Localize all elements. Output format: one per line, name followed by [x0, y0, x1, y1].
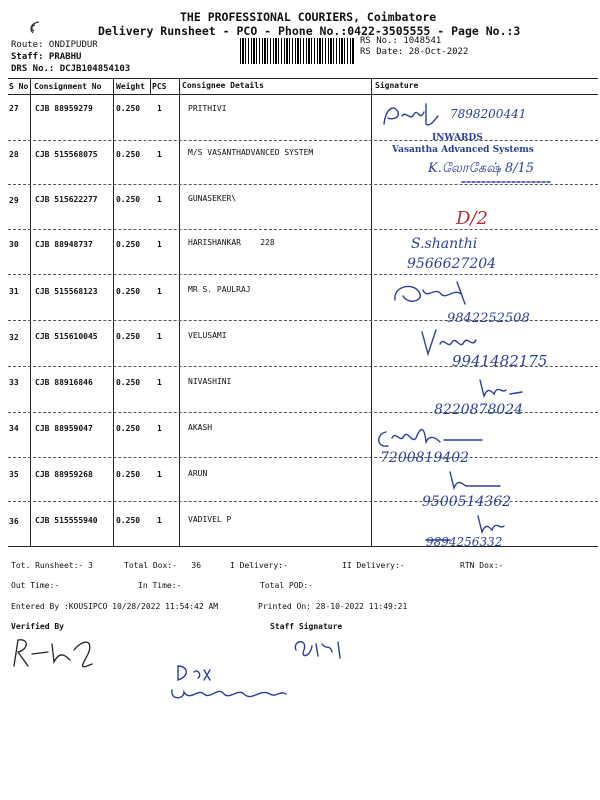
row-consignment: CJB 88959268	[35, 470, 93, 479]
row-weight: 0.250	[116, 516, 141, 525]
signature-name: S.shanthi	[411, 236, 478, 252]
row-consignment: CJB 515622277	[35, 195, 98, 204]
row-pcs: 1	[157, 150, 162, 159]
row-consignment: CJB 88959047	[35, 424, 93, 433]
row-consignment: CJB 515555940	[35, 516, 98, 525]
row-consignee: VADIVEL P	[188, 515, 232, 524]
row-weight: 0.250	[116, 150, 141, 159]
verified-by-label: Verified By	[11, 622, 64, 631]
barcode-image	[240, 38, 355, 64]
row-pcs: 1	[157, 287, 162, 296]
row-sno: 35	[9, 470, 19, 479]
signature-number: 9842252508	[447, 311, 530, 326]
column-header-pcs: PCS	[152, 82, 167, 91]
row-sno: 28	[9, 150, 19, 159]
row-pcs: 1	[157, 332, 162, 341]
signature-handwriting: D/2	[456, 208, 488, 229]
staff-label: Staff: PRABHU	[11, 52, 82, 62]
scan-mark-icon	[25, 20, 45, 36]
row-sno: 32	[9, 333, 19, 342]
row-sno: 30	[9, 240, 19, 249]
row-weight: 0.250	[116, 287, 141, 296]
printed-on: Printed On: 28-10-2022 11:49:21	[258, 602, 408, 611]
signature-number: 7200819402	[380, 450, 470, 466]
row-sno: 27	[9, 104, 19, 113]
row-weight: 0.250	[116, 424, 141, 433]
rs-date: RS Date: 28-Oct-2022	[360, 47, 469, 57]
signature-31	[385, 278, 585, 324]
row-weight: 0.250	[116, 378, 141, 387]
row-weight: 0.250	[116, 470, 141, 479]
row-weight: 0.250	[116, 195, 141, 204]
rtn-dox: RTN Dox:-	[460, 561, 504, 570]
signature-30	[405, 232, 595, 272]
signature-number: 7898200441	[450, 107, 527, 121]
row-weight: 0.250	[116, 240, 141, 249]
staff-signature-mark	[290, 636, 360, 666]
signature-number: 9566627204	[407, 256, 497, 272]
stamp-line-1: INWARDS	[432, 133, 483, 143]
route-label: Route: ONDIPUDUR	[11, 40, 98, 50]
row-consignment: CJB 88959279	[35, 104, 93, 113]
rs-number: RS No.: 1048541	[360, 36, 442, 46]
row-consignment: CJB 515610045	[35, 332, 98, 341]
drs-label: DRS No.: DCJB104854103	[11, 64, 131, 74]
ii-delivery: II Delivery:-	[342, 561, 405, 570]
row-consignment: CJB 88948737	[35, 240, 93, 249]
runsheet-subtitle: Delivery Runsheet - PCO - Phone No.:0422-3505555 - Page No.:3	[98, 24, 521, 38]
row-consignee: GUNASEKER\	[188, 194, 237, 203]
row-consignee: VELUSAMI	[188, 331, 227, 340]
signature-handwriting: K.லோகேஷ் 8/15	[428, 161, 535, 176]
row-weight: 0.250	[116, 104, 141, 113]
row-weight: 0.250	[116, 332, 141, 341]
column-header-signature: Signature	[375, 81, 419, 90]
row-pcs: 1	[157, 240, 162, 249]
row-sno: 29	[9, 196, 19, 205]
row-consignee: MR S. PAULRAJ	[188, 285, 251, 294]
row-pcs: 1	[157, 104, 162, 113]
total-dox: Total Dox:- 36	[124, 561, 202, 570]
verifier-signature	[8, 630, 118, 676]
signature-29	[450, 204, 510, 230]
row-sno: 33	[9, 378, 19, 387]
tot-runsheet: Tot. Runsheet:- 3	[11, 561, 93, 570]
signature-number: 9500514362	[422, 494, 512, 510]
company-title: THE PROFESSIONAL COURIERS, Coimbatore	[180, 10, 437, 24]
signature-34	[372, 420, 598, 464]
column-header-consignment: Consignment No	[34, 82, 102, 91]
i-delivery: I Delivery:-	[230, 561, 288, 570]
receiver-signature	[160, 658, 300, 708]
in-time: In Time:-	[138, 581, 182, 590]
column-header-consignee: Consignee Details	[182, 81, 264, 90]
row-pcs: 1	[157, 516, 162, 525]
stamp-line-2: Vasantha Advanced Systems	[392, 145, 534, 155]
row-consignee: NIVASHINI	[188, 377, 232, 386]
signature-number: 9941482175	[452, 352, 548, 370]
row-consignment: CJB 515568123	[35, 287, 98, 296]
signature-35	[410, 468, 598, 512]
row-pcs: 1	[157, 424, 162, 433]
entered-by: Entered By :KOUSIPCO 10/28/2022 11:54:42 AM	[11, 602, 219, 611]
row-consignment: CJB 88916846	[35, 378, 93, 387]
signature-number: 9894256332	[426, 535, 503, 549]
row-consignment: CJB 515568075	[35, 150, 98, 159]
signature-36	[420, 510, 598, 550]
row-sno: 31	[9, 287, 19, 296]
row-consignee: ARUN	[188, 469, 208, 478]
column-header-sno: S No	[9, 82, 29, 91]
row-pcs: 1	[157, 378, 162, 387]
signature-33	[430, 372, 598, 416]
column-header-weight: Weight	[116, 82, 145, 91]
staff-signature-label: Staff Signature	[270, 622, 343, 631]
signature-32	[418, 324, 598, 368]
row-pcs: 1	[157, 195, 162, 204]
row-consignee: HARISHANKAR 228	[188, 238, 275, 247]
signature-28-stamp	[382, 130, 598, 188]
total-pod: Total POD:-	[260, 581, 313, 590]
signature-number: 8220878024	[434, 402, 524, 418]
row-pcs: 1	[157, 470, 162, 479]
row-sno: 36	[9, 517, 19, 526]
row-consignee: AKASH	[188, 423, 213, 432]
row-sno: 34	[9, 424, 19, 433]
out-time: Out Time:-	[11, 581, 60, 590]
row-consignee: PRITHIVI	[188, 104, 227, 113]
row-consignee: M/S VASANTHADVANCED SYSTEM	[188, 148, 314, 157]
